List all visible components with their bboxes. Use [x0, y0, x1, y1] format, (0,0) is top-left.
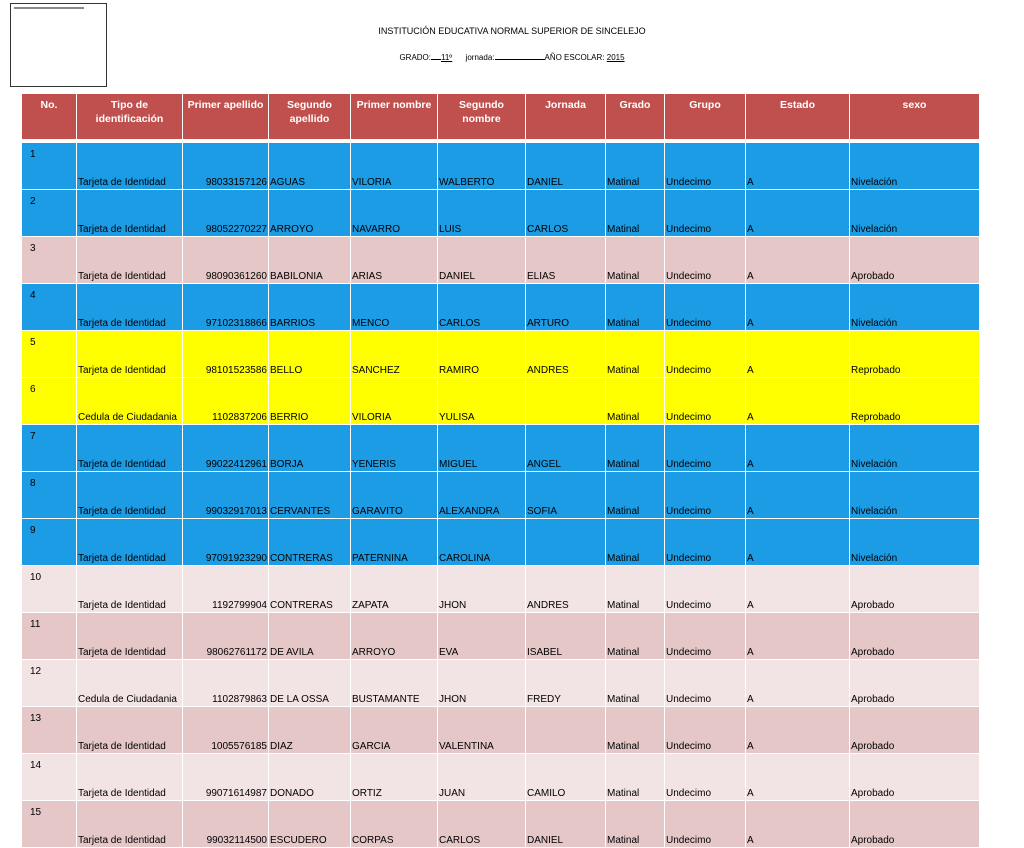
cell-estado: Aprobado: [850, 237, 980, 284]
cell-grupo: A: [746, 378, 850, 425]
cell-estado: Aprobado: [850, 566, 980, 613]
cell-tipo: Tarjeta de Identidad: [77, 801, 183, 848]
cell-primer-nombre: JHON: [438, 660, 526, 707]
cell-segundo-apellido: GARCIA: [351, 707, 438, 754]
cell-estado: Nivelación: [850, 190, 980, 237]
grado-blank: [431, 51, 441, 60]
cell-no: 9: [22, 519, 77, 566]
cell-id: 1102879863: [183, 660, 269, 707]
cell-primer-apellido: BERRIO: [269, 378, 351, 425]
table-row: [22, 566, 980, 613]
cell-segundo-nombre: [526, 378, 606, 425]
cell-segundo-nombre: CARLOS: [526, 190, 606, 237]
column-header: sexo: [850, 94, 980, 140]
cell-segundo-nombre: ANDRES: [526, 566, 606, 613]
cell-grado: Undecimo: [665, 237, 746, 284]
cell-jornada: Matinal: [606, 331, 665, 378]
cell-primer-nombre: JHON: [438, 566, 526, 613]
column-header: Grado: [606, 94, 665, 140]
logo-placeholder-line: [14, 7, 84, 9]
cell-segundo-nombre: ELIAS: [526, 237, 606, 284]
cell-segundo-apellido: NAVARRO: [351, 190, 438, 237]
cell-grupo: A: [746, 425, 850, 472]
cell-no: 5: [22, 331, 77, 378]
cell-segundo-nombre: [526, 519, 606, 566]
cell-grado: Undecimo: [665, 284, 746, 331]
cell-grupo: A: [746, 707, 850, 754]
cell-segundo-nombre: FREDY: [526, 660, 606, 707]
table-row: [22, 519, 980, 566]
cell-segundo-nombre: ANDRES: [526, 331, 606, 378]
cell-primer-nombre: CAROLINA: [438, 519, 526, 566]
cell-primer-nombre: CARLOS: [438, 801, 526, 848]
cell-id: 97091923290: [183, 519, 269, 566]
table-row: [22, 190, 980, 237]
cell-id: 98033157126: [183, 143, 269, 190]
cell-jornada: Matinal: [606, 472, 665, 519]
cell-jornada: Matinal: [606, 566, 665, 613]
cell-segundo-nombre: ARTURO: [526, 284, 606, 331]
cell-primer-apellido: BABILONIA: [269, 237, 351, 284]
cell-grado: Undecimo: [665, 519, 746, 566]
cell-primer-nombre: JUAN: [438, 754, 526, 801]
column-header: Primer nombre: [351, 94, 438, 140]
cell-segundo-apellido: VILORIA: [351, 378, 438, 425]
cell-grupo: A: [746, 284, 850, 331]
column-header: Tipo de identificación: [77, 94, 183, 140]
cell-id: 99071614987: [183, 754, 269, 801]
cell-jornada: Matinal: [606, 660, 665, 707]
cell-tipo: Tarjeta de Identidad: [77, 237, 183, 284]
cell-segundo-apellido: BUSTAMANTE: [351, 660, 438, 707]
cell-primer-apellido: DE AVILA: [269, 613, 351, 660]
cell-tipo: Tarjeta de Identidad: [77, 519, 183, 566]
cell-primer-apellido: DIAZ: [269, 707, 351, 754]
cell-estado: Reprobado: [850, 378, 980, 425]
cell-id: 99022412961: [183, 425, 269, 472]
cell-segundo-apellido: ARROYO: [351, 613, 438, 660]
cell-estado: Aprobado: [850, 660, 980, 707]
cell-grupo: A: [746, 331, 850, 378]
cell-grado: Undecimo: [665, 613, 746, 660]
cell-no: 8: [22, 472, 77, 519]
cell-estado: Nivelación: [850, 143, 980, 190]
cell-grado: Undecimo: [665, 660, 746, 707]
cell-no: 6: [22, 378, 77, 425]
cell-primer-nombre: DANIEL: [438, 237, 526, 284]
table-row: [22, 707, 980, 754]
cell-id: 1102837206: [183, 378, 269, 425]
cell-grado: Undecimo: [665, 707, 746, 754]
cell-primer-nombre: VALENTINA: [438, 707, 526, 754]
cell-segundo-nombre: DANIEL: [526, 143, 606, 190]
column-header: Primer apellido: [183, 94, 269, 140]
cell-estado: Aprobado: [850, 801, 980, 848]
jornada-label: jornada:: [465, 53, 495, 62]
cell-jornada: Matinal: [606, 707, 665, 754]
cell-segundo-nombre: DANIEL: [526, 801, 606, 848]
cell-segundo-apellido: CORPAS: [351, 801, 438, 848]
cell-grupo: A: [746, 754, 850, 801]
cell-primer-apellido: AGUAS: [269, 143, 351, 190]
cell-tipo: Tarjeta de Identidad: [77, 754, 183, 801]
cell-grupo: A: [746, 519, 850, 566]
cell-primer-apellido: BORJA: [269, 425, 351, 472]
cell-jornada: Matinal: [606, 190, 665, 237]
table-row: [22, 143, 980, 190]
cell-segundo-apellido: YENERIS: [351, 425, 438, 472]
cell-tipo: Cedula de Ciudadania: [77, 378, 183, 425]
cell-jornada: Matinal: [606, 284, 665, 331]
cell-estado: Nivelación: [850, 284, 980, 331]
table-row: [22, 660, 980, 707]
cell-segundo-apellido: ARIAS: [351, 237, 438, 284]
cell-no: 15: [22, 801, 77, 848]
cell-primer-apellido: CONTRERAS: [269, 519, 351, 566]
cell-no: 1: [22, 143, 77, 190]
cell-tipo: Tarjeta de Identidad: [77, 143, 183, 190]
cell-tipo: Tarjeta de Identidad: [77, 331, 183, 378]
cell-no: 4: [22, 284, 77, 331]
cell-primer-nombre: CARLOS: [438, 284, 526, 331]
table-row: [22, 331, 980, 378]
cell-estado: Reprobado: [850, 331, 980, 378]
cell-tipo: Tarjeta de Identidad: [77, 707, 183, 754]
cell-no: 3: [22, 237, 77, 284]
cell-id: 1192799904: [183, 566, 269, 613]
table-body: [22, 140, 980, 848]
cell-jornada: Matinal: [606, 754, 665, 801]
cell-grado: Undecimo: [665, 425, 746, 472]
cell-tipo: Tarjeta de Identidad: [77, 613, 183, 660]
cell-jornada: Matinal: [606, 613, 665, 660]
cell-primer-apellido: BELLO: [269, 331, 351, 378]
cell-id: 99032917013: [183, 472, 269, 519]
cell-id: 98090361260: [183, 237, 269, 284]
cell-estado: Aprobado: [850, 613, 980, 660]
cell-tipo: Cedula de Ciudadania: [77, 660, 183, 707]
table-row: [22, 237, 980, 284]
cell-grado: Undecimo: [665, 472, 746, 519]
cell-id: 99032114500: [183, 801, 269, 848]
cell-no: 2: [22, 190, 77, 237]
cell-tipo: Tarjeta de Identidad: [77, 190, 183, 237]
cell-jornada: Matinal: [606, 801, 665, 848]
cell-segundo-nombre: ISABEL: [526, 613, 606, 660]
cell-grupo: A: [746, 801, 850, 848]
cell-segundo-nombre: SOFIA: [526, 472, 606, 519]
cell-segundo-apellido: ORTIZ: [351, 754, 438, 801]
table-row: [22, 613, 980, 660]
cell-grupo: A: [746, 237, 850, 284]
cell-tipo: Tarjeta de Identidad: [77, 425, 183, 472]
cell-jornada: Matinal: [606, 237, 665, 284]
cell-no: 7: [22, 425, 77, 472]
table-row: [22, 425, 980, 472]
cell-segundo-apellido: SANCHEZ: [351, 331, 438, 378]
cell-tipo: Tarjeta de Identidad: [77, 284, 183, 331]
cell-primer-nombre: MIGUEL: [438, 425, 526, 472]
column-header: Segundo apellido: [269, 94, 351, 140]
cell-estado: Nivelación: [850, 519, 980, 566]
column-header: Segundo nombre: [438, 94, 526, 140]
cell-estado: Aprobado: [850, 754, 980, 801]
cell-grado: Undecimo: [665, 801, 746, 848]
cell-primer-apellido: CONTRERAS: [269, 566, 351, 613]
cell-grupo: A: [746, 143, 850, 190]
cell-primer-apellido: DE LA OSSA: [269, 660, 351, 707]
column-header: No.: [22, 94, 77, 140]
table-row: [22, 284, 980, 331]
cell-id: 97102318866: [183, 284, 269, 331]
table-header-row: [22, 94, 980, 140]
cell-id: 1005576185: [183, 707, 269, 754]
cell-segundo-apellido: PATERNINA: [351, 519, 438, 566]
page-subtitle: [0, 51, 1024, 62]
cell-id: 98101523586: [183, 331, 269, 378]
cell-primer-apellido: DONADO: [269, 754, 351, 801]
cell-no: 10: [22, 566, 77, 613]
cell-grado: Undecimo: [665, 566, 746, 613]
cell-grupo: A: [746, 660, 850, 707]
cell-estado: Nivelación: [850, 425, 980, 472]
student-table: [21, 93, 980, 848]
cell-primer-apellido: ARROYO: [269, 190, 351, 237]
cell-estado: Nivelación: [850, 472, 980, 519]
cell-grado: Undecimo: [665, 190, 746, 237]
cell-primer-nombre: RAMIRO: [438, 331, 526, 378]
column-header: Estado: [746, 94, 850, 140]
cell-primer-nombre: YULISA: [438, 378, 526, 425]
grado-value: 11º: [441, 53, 453, 62]
cell-jornada: Matinal: [606, 425, 665, 472]
cell-segundo-nombre: [526, 707, 606, 754]
page-title: INSTITUCIÓN EDUCATIVA NORMAL SUPERIOR DE SINCELEJO: [378, 26, 646, 36]
column-header: Grupo: [665, 94, 746, 140]
cell-grupo: A: [746, 190, 850, 237]
cell-id: 98062761172: [183, 613, 269, 660]
cell-jornada: Matinal: [606, 143, 665, 190]
cell-tipo: Tarjeta de Identidad: [77, 472, 183, 519]
cell-primer-nombre: EVA: [438, 613, 526, 660]
cell-grado: Undecimo: [665, 331, 746, 378]
grado-label: GRADO:: [399, 53, 431, 62]
column-header: Jornada: [526, 94, 606, 140]
cell-no: 13: [22, 707, 77, 754]
cell-tipo: Tarjeta de Identidad: [77, 566, 183, 613]
cell-segundo-apellido: VILORIA: [351, 143, 438, 190]
cell-id: 98052270227: [183, 190, 269, 237]
logo-box: [10, 3, 107, 87]
cell-segundo-apellido: ZAPATA: [351, 566, 438, 613]
cell-no: 11: [22, 613, 77, 660]
ano-label: AÑO ESCOLAR:: [544, 53, 605, 62]
cell-primer-apellido: BARRIOS: [269, 284, 351, 331]
cell-jornada: Matinal: [606, 378, 665, 425]
cell-grupo: A: [746, 472, 850, 519]
cell-segundo-apellido: GARAVITO: [351, 472, 438, 519]
ano-value: 2015: [606, 53, 625, 62]
table-row: [22, 472, 980, 519]
cell-grado: Undecimo: [665, 754, 746, 801]
cell-grupo: A: [746, 613, 850, 660]
cell-primer-nombre: WALBERTO: [438, 143, 526, 190]
table-row: [22, 754, 980, 801]
cell-segundo-nombre: CAMILO: [526, 754, 606, 801]
cell-no: 12: [22, 660, 77, 707]
cell-grupo: A: [746, 566, 850, 613]
jornada-blank: [495, 51, 545, 60]
cell-primer-nombre: ALEXANDRA: [438, 472, 526, 519]
table-row: [22, 801, 980, 848]
cell-estado: Aprobado: [850, 707, 980, 754]
cell-segundo-nombre: ANGEL: [526, 425, 606, 472]
table-row: [22, 378, 980, 425]
cell-primer-apellido: ESCUDERO: [269, 801, 351, 848]
cell-jornada: Matinal: [606, 519, 665, 566]
cell-primer-apellido: CERVANTES: [269, 472, 351, 519]
cell-no: 14: [22, 754, 77, 801]
cell-grado: Undecimo: [665, 378, 746, 425]
cell-primer-nombre: LUIS: [438, 190, 526, 237]
cell-segundo-apellido: MENCO: [351, 284, 438, 331]
cell-grado: Undecimo: [665, 143, 746, 190]
